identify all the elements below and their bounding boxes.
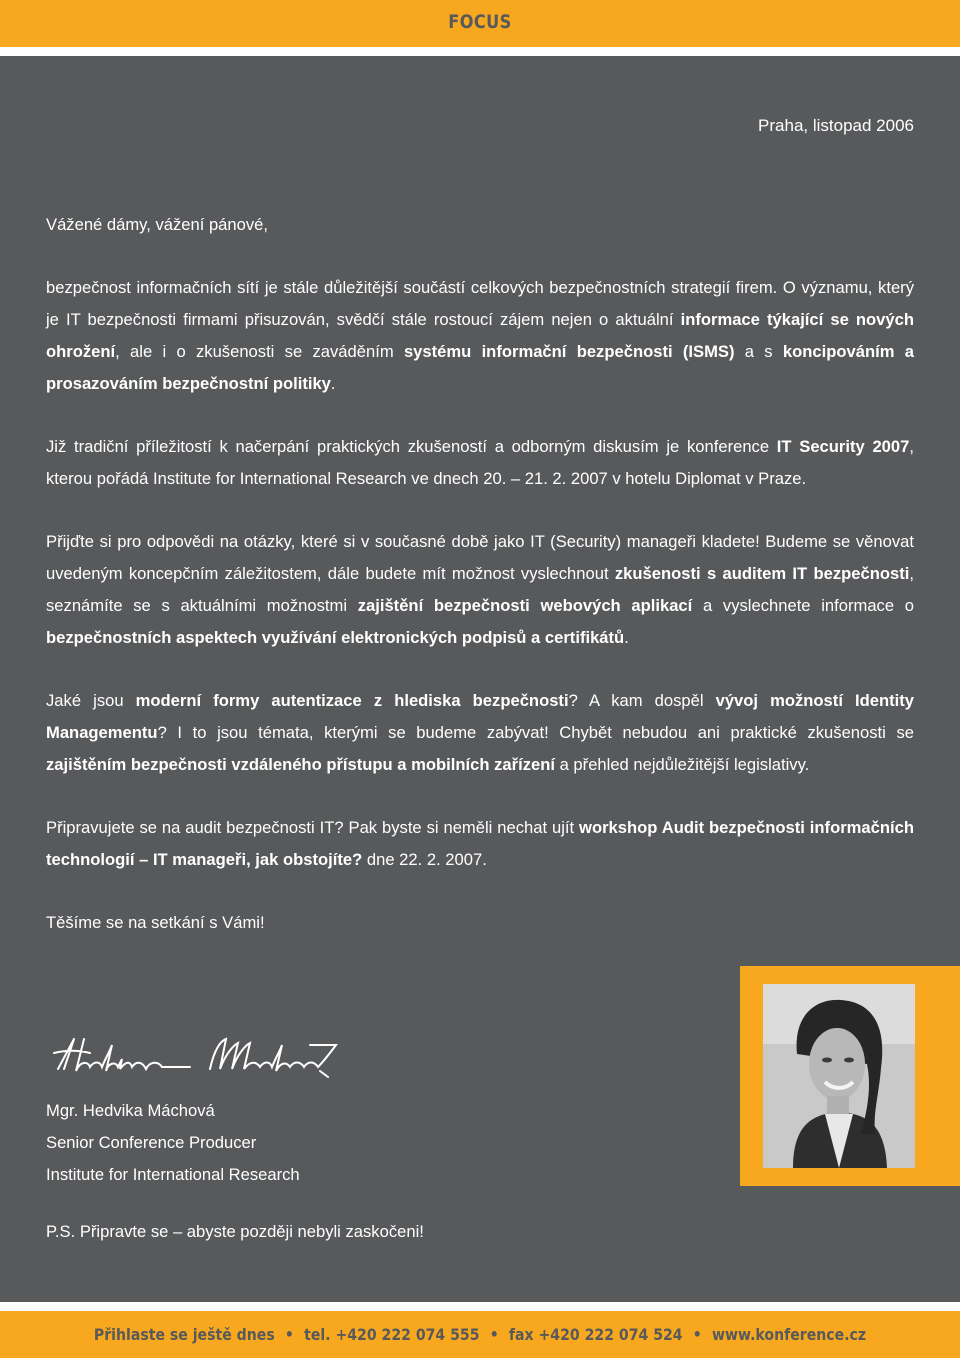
paragraph [46, 526, 914, 654]
text-run: Připravujete se na audit bezpečnosti IT? Pak byste si neměli nechat ujít [46, 818, 580, 837]
emphasized-text: zajištěním bezpečnosti vzdáleného přístupu a mobilních zařízení [46, 755, 555, 774]
emphasized-text: workshop Audit bezpečnosti informačních technologií – IT manageři, jak obstojíte? [46, 818, 914, 869]
text-run: . [624, 628, 629, 647]
closing-line: Těšíme se na setkání s Vámi! [46, 913, 265, 932]
paragraph [46, 812, 914, 876]
contact-line [58, 1325, 903, 1344]
postscript: P.S. Připravte se – abyste později nebyli zaskočeni! [46, 1222, 424, 1241]
website-link[interactable]: www.konference.cz [711, 1325, 867, 1344]
text-run: Již tradiční příležitostí k načerpání praktických zkušeností a odborným diskusím je konference [46, 437, 777, 456]
text-run: , seznámíte se s aktuálními možnostmi [46, 564, 914, 615]
text-run: , kterou pořádá Institute for International Research ve dnech 20. – 21. 2. 2007 v hotelu Diplomat v Praze. [46, 437, 914, 488]
paragraph [46, 685, 914, 781]
fax-number: fax +420 222 074 524 [508, 1325, 683, 1344]
emphasized-text: informace týkající se nových ohrožení [46, 310, 914, 361]
separator-dot: • [489, 1325, 499, 1344]
signer-name: Mgr. Hedvika Máchová [46, 1101, 215, 1120]
letter-body [46, 209, 914, 970]
emphasized-text: moderní formy autentizace z hlediska bezpečnosti [135, 691, 569, 710]
emphasized-text: systému informační bezpečnosti (ISMS) [403, 342, 735, 361]
text-run: a s [734, 342, 783, 361]
text-run: , ale i o zkušenosti se zaváděním [115, 342, 404, 361]
text-run: ? I to jsou témata, kterými se budeme zabývat! Chybět nebudou ani praktické zkušenosti se [157, 723, 914, 742]
section-title: FOCUS [448, 11, 512, 33]
text-run: ? A kam dospěl [568, 691, 716, 710]
salutation: Vážené dámy, vážení pánové, [46, 215, 269, 234]
bottom-band [0, 1311, 960, 1358]
emphasized-text: bezpečnostních aspektech využívání elektronických podpisů a certifikátů [46, 628, 625, 647]
portrait-photo [763, 984, 915, 1168]
letter-date: Praha, listopad 2006 [758, 116, 914, 135]
photo-frame [740, 966, 960, 1186]
text-run: bezpečnost informačních sítí je stále důležitější součástí celkových bezpečnostních strategií firem. O významu, který je IT bezpečnosti firmami přisuzován, svědčí stále rostoucí zájem nejen o aktuální [46, 278, 914, 329]
signer-organization: Institute for International Research [46, 1165, 300, 1184]
emphasized-text: zajištění bezpečnosti webových aplikací [357, 596, 693, 615]
signature-block [46, 1095, 300, 1191]
text-run: . [330, 374, 336, 393]
signature-text: Hedvika Máchová [50, 1018, 178, 1035]
separator-dot: • [284, 1325, 294, 1344]
top-band [0, 0, 960, 47]
paragraph [46, 272, 914, 400]
emphasized-text: vývoj možností Identity Managementu [46, 691, 915, 742]
emphasized-text: IT Security 2007 [776, 437, 910, 456]
register-cta: Přihlaste se ještě dnes [93, 1325, 275, 1344]
emphasized-text: koncipováním a prosazováním bezpečnostní politiky [46, 342, 914, 393]
text-run: Přijďte si pro odpovědi na otázky, které si v současné době jako IT (Security) manageři kladete! Budeme se věnovat uvedeným koncepčním záležitostem, dále budete mít možnost vyslechnout [46, 532, 914, 583]
paragraph [46, 431, 914, 495]
separator-dot: • [692, 1325, 702, 1344]
text-run: dne 22. 2. 2007. [362, 850, 487, 869]
text-run: Jaké jsou [46, 691, 136, 710]
phone-number[interactable]: tel. +420 222 074 555 [304, 1325, 480, 1344]
text-run: a přehled nejdůležitější legislativy. [554, 755, 810, 774]
handwritten-signature [50, 1018, 350, 1081]
emphasized-text: zkušenosti s auditem IT bezpečnosti [614, 564, 910, 583]
letter-panel [0, 56, 960, 1302]
signer-role: Senior Conference Producer [46, 1133, 257, 1152]
text-run: a vyslechnete informace o [692, 596, 915, 615]
